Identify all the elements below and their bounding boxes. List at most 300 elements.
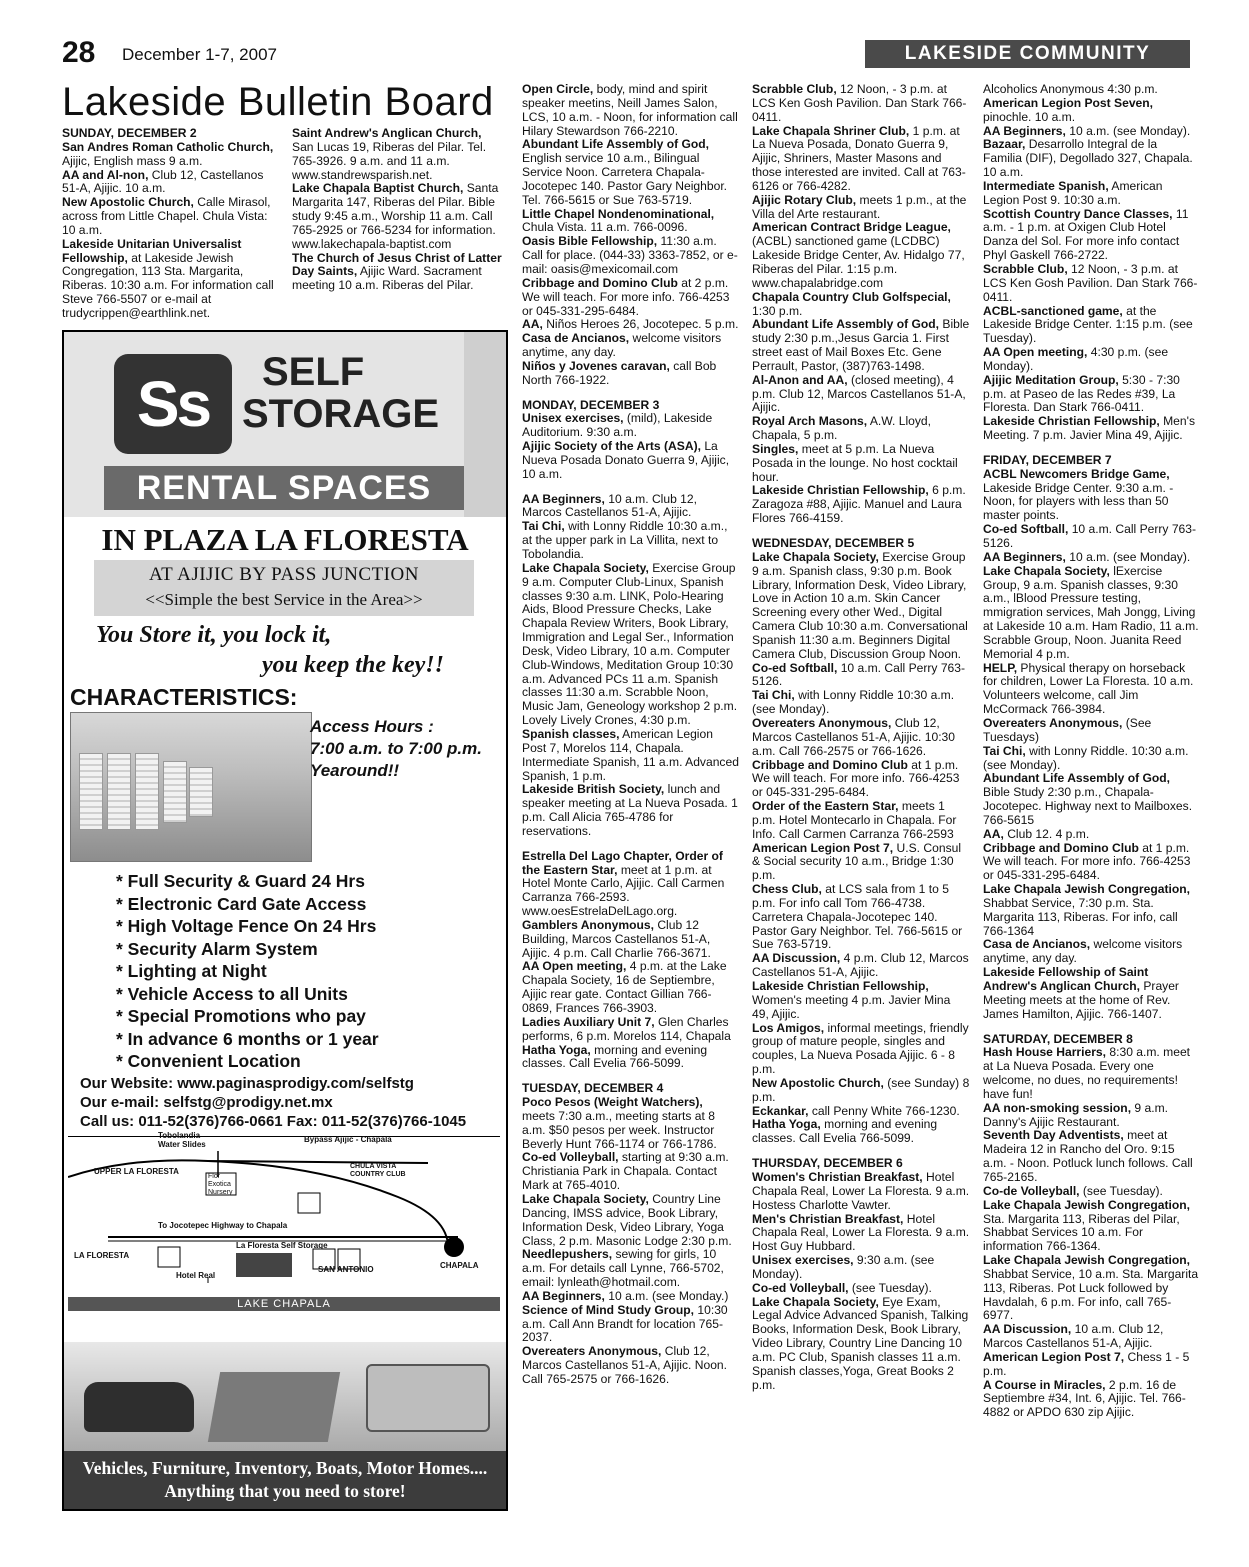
listing [522, 493, 739, 521]
listing [752, 194, 970, 222]
listing [752, 980, 970, 1022]
listing [983, 1129, 1199, 1184]
listing-details: body, mind and spirit speaker meetins, Neill James Salon, LCS, 10 a.m. - Noon, for information call Hilary Stewardson 766-2210. [522, 83, 738, 138]
listing-name: Lake Chapala Society, [983, 563, 1110, 578]
listing-details: 4 p.m. at the Lake Chapala Society, 16 de Septiembre, Ajijic rear gate. Contact Gillian 766-0869, Frances 766-3903. [522, 959, 727, 1015]
listing-details: English service 10 a.m., Bilingual Service Noon. Carretera Chapala-Jocotepec 140. Pastor Gary Neighbor. Tel. 766-5615 or Sue 763-5719. [522, 151, 728, 207]
listing [983, 125, 1199, 139]
listing [983, 883, 1199, 938]
listing-name: Bazaar, [983, 137, 1026, 152]
listing [62, 238, 284, 321]
listing-details: 8:30 a.m. meet at La Nueva Posada. Every one welcome, no dues, no requirements! have fun! [983, 1045, 1191, 1101]
listing [983, 1185, 1199, 1199]
listing-details: 1:30 p.m. [752, 303, 803, 318]
listing [983, 523, 1199, 551]
listing-name: Ajijic Society of the Arts (ASA), [522, 439, 701, 454]
listing [62, 196, 284, 238]
listing [752, 1077, 970, 1105]
ad-phone: Call us: 011-52(376)766-0661 Fax: 011-52(376)766-1045 [80, 1113, 467, 1130]
listing-name: Lake Chapala Baptist Church, [292, 181, 464, 196]
listing-details: meets 1 p.m. Hotel Montecarlo in Chapala. For Info. Call Carmen Carranza 766-2593 [752, 799, 957, 841]
listing-details: Country Line Dancing, IMSS advice, Book Library, Information Desk, Video Library, Yoga Class, 2 p.m. Masonic Lodge 2:30 p.m. [522, 1191, 732, 1248]
day-heading: THURSDAY, DECEMBER 6 [752, 1156, 903, 1171]
listing-name: San Andres Roman Catholic Church, [62, 139, 274, 154]
listing-details: (see Tuesday). [1079, 1183, 1163, 1198]
listing [522, 235, 739, 277]
map-chula-vista: CHULA VISTA COUNTRY CLUB [350, 1163, 406, 1178]
ad-location-bar [94, 560, 474, 616]
listing-name: Ajijic Meditation Group, [983, 372, 1119, 387]
map-san-antonio: SAN ANTONIO [318, 1265, 374, 1274]
listing-name: Abundant Life Assembly of God, [983, 771, 1171, 786]
listing-name: AA Beginners, [522, 491, 605, 506]
page-header [62, 36, 1200, 70]
self-storage-ad [62, 330, 508, 1511]
listing-details: 6 p.m. Zaragoza #88, Ajijic. Manuel and Laura Flores 766-4159. [752, 483, 966, 526]
listing-details: at the Lakeside Bridge Center. 1:15 p.m. (see Tuesday). [983, 303, 1193, 346]
listing-name: Lakeside Fellowship of Saint Andrew's Anglican Church, [983, 965, 1149, 993]
listing-name: Women's Christian Breakfast, [752, 1169, 923, 1184]
listing [522, 960, 739, 1015]
listing-name: Scottish Country Dance Classes, [983, 206, 1173, 221]
feature-item: * Security Alarm System [116, 938, 318, 959]
ad-plaza: IN PLAZA LA FLORESTA [101, 522, 469, 557]
listing-details: Shabbat Service, 7:30 p.m. Sta. Margarita 113, Riberas. For info, call 766-1364 [983, 895, 1178, 938]
ad-features [116, 870, 379, 1073]
listing-name: HELP, [983, 660, 1018, 675]
listing-details: at 2 p.m. We will teach. For more info. 766-4253 or 045-331-295-6484. [522, 275, 730, 318]
listing-details: Ajijic Ward. Sacrament meeting 10 a.m. Riberas del Pilar. [292, 264, 482, 293]
listing-name: AA Discussion, [752, 951, 841, 966]
listing-name: Gamblers Anonymous, [522, 917, 654, 932]
listing [983, 138, 1199, 180]
feature-item: * Vehicle Access to all Units [116, 983, 348, 1004]
listing-details: 10 a.m. Call Perry 763-5126. [752, 660, 966, 689]
boat-image [208, 1372, 340, 1442]
listing-name: Needlepushers, [522, 1247, 613, 1262]
listing-details: Alcoholics Anonymous 4:30 p.m. [983, 83, 1158, 96]
listing [983, 745, 1199, 773]
listing-details: at LCS sala from 1 to 5 p.m. For info call Tom 766-4738. Carretera Chapala-Jocotepec 140. Pastor Gary Neighbor. Tel. 766-5615 or Sue 763-5719. [752, 882, 963, 952]
listing-name: AA, [983, 826, 1004, 841]
listing-details: (ACBL) sanctioned game (LCDBC) Lakeside Bridge Center, Av. Hidalgo 77, Riberas del Pilar. 1:15 p.m. www.chapalabridge.com [752, 234, 965, 290]
listing [983, 772, 1199, 827]
vehicles-illustration [64, 1342, 506, 1452]
listing-name: Overeaters Anonymous, [752, 715, 892, 730]
listing-name: The Church of Jesus Christ of Latter Day Saints, [292, 250, 502, 279]
listing [752, 1296, 970, 1393]
listing-details: Sta. Margarita 113, Riberas del Pilar, Shabbat Services 10 a.m. For information 766-1364. [983, 1211, 1180, 1254]
listing-details: meets 7:30 a.m., meeting starts at 8 a.m. $50 pesos per week. Instructor Beverly Hunt 766-1174 or 766-1786. [522, 1108, 717, 1151]
page-title: Lakeside Bulletin Board [62, 80, 494, 124]
listing [752, 1118, 970, 1146]
listing [522, 277, 739, 319]
listing-details: A.W. Lloyd, Chapala, 5 p.m. [752, 414, 932, 443]
listing [522, 1096, 739, 1151]
listing [522, 208, 739, 236]
listing-name: AA Discussion, [983, 1322, 1072, 1337]
listing [752, 1282, 970, 1296]
listing [983, 305, 1199, 347]
listing-name: Eckankar, [752, 1103, 809, 1118]
listing [983, 180, 1199, 208]
map-bypass: Bypass Ajijic - Chapala [304, 1135, 392, 1144]
listing-name: Little Chapel Nondenominational, [522, 206, 715, 221]
listing [522, 919, 739, 961]
listing [752, 1105, 970, 1119]
listing-details: meets 1 p.m., at the Villa del Arte restaurant. [752, 192, 967, 221]
listing [522, 783, 739, 838]
listing [983, 1254, 1199, 1323]
listing-details: pinochle. 10 a.m. [983, 109, 1076, 124]
map-chapala: CHAPALA [440, 1261, 479, 1270]
column-1 [62, 127, 284, 325]
listing [983, 346, 1199, 374]
ad-store-line-1: You Store it, you lock it, [96, 622, 332, 648]
column-4 [752, 83, 970, 1523]
listing-details: lExercise Group, 9 a.m. Spanish classes, 9:30 a.m., lBlood Pressure testing, mmigration services, Mah Jongg, Living at Lakeside 10 a.m. Ham Radio, 11 a.m. Scrabble Group, Noon. Juanita Reed Memorial 4 p.m. [983, 563, 1199, 661]
listing-name: Cribbage and Domino Club [752, 757, 908, 772]
listing-name: AA non-smoking session, [983, 1100, 1132, 1115]
listing-details: meet at Madeira 12 in Rancho del Oro. 9:15 a.m. - Noon. Potluck lunch follows. Call 765-2165. [983, 1128, 1193, 1184]
listing-details: 11:30 a.m. Call for place. (044-33) 3363-7852, or e-mail: oasis@mexicomail.com [522, 234, 738, 276]
listing [522, 520, 739, 562]
listing-details: 10 a.m. (see Monday). [1065, 549, 1191, 564]
listing-name: AA Beginners, [983, 549, 1066, 564]
listing [752, 952, 970, 980]
listing-name: Lakeside Christian Fellowship, [752, 483, 929, 498]
listing [522, 138, 739, 207]
listing-details: Hotel Chapala Real, Lower La Floresta. 9 a.m. Host Guy Hubbard. [752, 1211, 970, 1254]
listing-name: AA Open meeting, [522, 959, 627, 974]
listing-details: 4 p.m. Club 12, Marcos Castellanos 51-A, Ajijic. [752, 951, 969, 980]
listing [983, 97, 1199, 125]
listing-details: Men's Meeting. 7 p.m. Javier Mina 49, Ajijic. [983, 414, 1195, 443]
listing-name: Co-ed Softball, [983, 522, 1069, 537]
day-heading: TUESDAY, DECEMBER 4 [522, 1081, 664, 1096]
listing-name: American Legion Post 7, [983, 1349, 1125, 1364]
listing [522, 360, 739, 388]
listing-details: lunch and speaker meeting at La Nueva Posada. 1 p.m. Call Alicia 765-4786 for reservations. [522, 782, 738, 838]
listing-name: Co-ed Softball, [752, 660, 838, 675]
day-heading: SATURDAY, DECEMBER 8 [983, 1031, 1133, 1046]
listing-name: Oasis Bible Fellowship, [522, 234, 658, 249]
listing [522, 1290, 739, 1304]
listing [752, 883, 970, 952]
listing [522, 332, 739, 360]
listing [983, 938, 1199, 966]
listing [983, 468, 1199, 523]
listing [752, 1022, 970, 1077]
listing [522, 1304, 739, 1346]
listing [522, 562, 739, 728]
listing-name: Niños y Jovenes caravan, [522, 358, 670, 373]
listing [522, 412, 739, 440]
listing [62, 169, 284, 197]
feature-item: * Electronic Card Gate Access [116, 893, 367, 914]
ad-contact [80, 1074, 466, 1131]
listing-details: (closed meeting), 4 p.m. Club 12, Marcos Castellanos 51-A, Ajijic. [752, 372, 966, 415]
map-graphic [68, 1137, 500, 1323]
listing [983, 1323, 1199, 1351]
listing-details: with Lonny Riddle. 10:30 a.m. (see Monday). [983, 743, 1189, 772]
listing-name: Unisex exercises, [522, 411, 624, 426]
listing-name: Cribbage and Domino Club [983, 840, 1139, 855]
ad-storage: STORAGE [242, 392, 440, 436]
listing [752, 1254, 970, 1282]
motorhome-image [366, 1364, 490, 1432]
listing-details: Exercise Group 9 a.m. Computer Club-Linux, Spanish classes 9:30 a.m. LINK, Polo-Hearing Aids, Blood Pressure Checks, Lake Chapala Review Writers, Book Library, Immigration and Legal Ser., Information Desk, Video Library, 10 a.m. Computer Club-Windows, Meditation Group 10:30 a.m. Advanced PCs 11 a.m. Spanish classes 11:30 a.m. Scrabble Noon, Music Jam, Geneology workshop 2 p.m. Lovely Lively Crones, 4:30 p.m. [522, 560, 738, 728]
listing-details: starting at 9:30 a.m. Christiania Park in Chapala. Contact Mark at 765-4010. [522, 1150, 729, 1193]
map-nursery: Flor Exotica Nursery [208, 1173, 233, 1196]
listing [752, 689, 970, 717]
listing-name: Lakeside British Society, [522, 782, 665, 797]
listing [522, 1151, 739, 1193]
listing [752, 415, 970, 443]
listing-name: Los Amigos, [752, 1020, 825, 1035]
listing-details: at Lakeside Jewish Congregation, 113 Sta. Margarita, Riberas. 10:30 a.m. For information call Steve 766-5507 or e-mail at trudycrippen@earthlink.net. [62, 250, 274, 320]
listing [752, 1213, 970, 1255]
listing-name: Lake Chapala Society, [752, 1294, 879, 1309]
listing-name: Poco Pesos (Weight Watchers), [522, 1095, 703, 1110]
listing-name: Lakeside Christian Fellowship, [983, 414, 1160, 429]
listing-name: AA, [522, 317, 543, 332]
day-heading: SUNDAY, DECEMBER 2 [62, 127, 197, 140]
listing-details: 2 p.m. 16 de Septiembre #34, Int. 6, Ajijic. Tel. 766-4882 or APDO 630 zip Ajijic. [983, 1377, 1186, 1420]
ad-self: SELF [262, 350, 365, 394]
listing-details: 10 a.m. Call Perry 763-5126. [983, 522, 1197, 550]
storage-units-photo [70, 712, 312, 862]
listing-name: Hash House Harriers, [983, 1045, 1107, 1060]
listing-details: Club 12, Castellanos 51-A, Ajijic. 10 a.m. [62, 167, 264, 196]
listing [752, 551, 970, 662]
listing-details: (see Sunday) 8 p.m. [752, 1075, 970, 1104]
listing [983, 1102, 1199, 1130]
listing [752, 83, 970, 125]
listing-name: Hatha Yoga, [752, 1117, 821, 1132]
listing-details: Shabbat Service, 10 a.m. Sta. Margarita 113, Riberas. Pot Luck followed by Havdalah, 6 p.m. For info, call 765-6977. [983, 1266, 1199, 1323]
listing [522, 318, 739, 332]
feature-item: * High Voltage Fence On 24 Hrs [116, 916, 377, 936]
day-heading: WEDNESDAY, DECEMBER 5 [752, 536, 915, 550]
listing-details: morning and evening classes. Call Evelia 766-5099. [522, 1042, 708, 1071]
listing [522, 1016, 739, 1044]
listing [983, 662, 1199, 717]
listing [983, 415, 1199, 443]
listing-details: 10 a.m. Club 12, Marcos Castellanos 51-A, Ajijic. [522, 491, 697, 520]
column-2 [292, 127, 504, 325]
listing-name: Overeaters Anonymous, [522, 1344, 662, 1359]
listing-name: ACBL Newcomers Bridge Game, [983, 466, 1170, 481]
listing [292, 182, 504, 251]
listing-name: Lake Chapala Shriner Club, [752, 123, 910, 138]
listing [752, 484, 970, 526]
listing-name: Intermediate Spanish, [983, 178, 1109, 193]
listing-details: Niños Heroes 26, Jocotepec. 5 p.m. [542, 317, 739, 332]
listing-name: Saint Andrew's Anglican Church, [292, 127, 482, 140]
listing-name: AA Beginners, [983, 123, 1066, 138]
listing [62, 141, 284, 169]
listing [522, 83, 739, 138]
listing-name: Al-Anon and AA, [752, 372, 848, 387]
listing-name: Cribbage and Domino Club [522, 275, 678, 290]
listing-name: Royal Arch Masons, [752, 414, 868, 429]
listing-name: Seventh Day Adventists, [983, 1128, 1124, 1143]
listing-details: welcome visitors anytime, any day. [983, 937, 1183, 966]
ad-store-line-2: you keep the key!! [262, 652, 444, 678]
map-self-storage: La Floresta Self Storage [236, 1241, 328, 1250]
listing-name: Unisex exercises, [752, 1253, 854, 1268]
listing [522, 440, 739, 482]
listing-details: 9:30 a.m. (see Monday). [752, 1253, 935, 1281]
listing-details: Hotel Chapala Real, Lower La Floresta. 9 a.m. Hostess Charlotte Vawter. [752, 1169, 970, 1212]
listing-details: Club 12, Marcos Castellanos 51-A, Ajijic. 10:30 a.m. Call 766-2575 or 766-1626. [752, 715, 956, 758]
listing-details: Exercise Group 9 a.m. Spanish class, 9:30 p.m. Book Library, Information Desk, Video Library, Love in Action 10 a.m. Skin Cancer Screening every other Wed., Digital Camera Club 10:30 a.m. Conversational Spanish 11:30 a.m. Beginners Digital Camera Club, Discussion Group Noon. [752, 549, 968, 661]
listing-name: Singles, [752, 441, 799, 456]
listing-name: ACBL-sanctioned game, [983, 303, 1123, 318]
listing-details: 12 Noon, - 3 p.m. at LCS Ken Gosh Pavilion. Dan Stark 766-0411. [983, 261, 1198, 304]
listing-name: Tai Chi, [752, 688, 795, 703]
listing-details: morning and evening classes. Call Evelia 766-5099. [752, 1117, 938, 1146]
listing-name: Casa de Ancianos, [522, 331, 630, 346]
listing-details: 10:30 a.m. Call Ann Brandt for location 765-2037. [522, 1302, 728, 1345]
listing [752, 759, 970, 801]
listing [983, 1046, 1199, 1101]
listing-details: Club 12 Building, Marcos Castellanos 51-A, Ajijic. 4 p.m. Call Charlie 766-3671. [522, 917, 711, 960]
listing-details: (see Tuesday). [848, 1280, 932, 1295]
listing-details: Calle Mirasol, across from Little Chapel. Chula Vista: 10 a.m. [62, 195, 271, 237]
listing [752, 1171, 970, 1213]
ad-slogan: <<Simple the best Service in the Area>> [145, 590, 423, 609]
listing [983, 565, 1199, 662]
listing-details: Club 12, Marcos Castellanos 51-A, Ajijic. Noon. Call 765-2575 or 766-1626. [522, 1344, 728, 1386]
listing-name: Open Circle, [522, 83, 594, 96]
location-map [68, 1131, 500, 1323]
listing-name: A Course in Miracles, [983, 1377, 1106, 1392]
listing-details: 1 p.m. at La Nueva Posada, Donato Guerra 9, Ajijic, Shriners, Master Masons and those interested are invited. Call at 763-6126 or 766-4282. [752, 123, 966, 193]
listing-name: AA and Al-non, [62, 167, 149, 182]
listing-details: 11 a.m. - 1 p.m. at Oxigen Club Hotel Danza del Sol. For more info contact Phyl Gaskell 766-2722. [983, 206, 1189, 263]
listing-name: American Legion Post 7, [752, 840, 894, 855]
feature-item: * Full Security & Guard 24 Hrs [116, 871, 365, 891]
listing-details: 5:30 - 7:30 p.m. at Paseo de las Redes #39, La Floresta. Dan Stark 766-0411. [983, 372, 1180, 415]
listing-details: sewing for girls, 10 a.m. For details call Lynne, 766-5702, email: lynleath@hotmail.com. [522, 1247, 724, 1290]
listing-name: Lake Chapala Jewish Congregation, [983, 882, 1190, 897]
listing-name: Lake Chapala Society, [522, 1191, 649, 1206]
listing [522, 1248, 739, 1290]
map-tobolandia: Tobolandia Water Slides [158, 1131, 206, 1149]
listing-name: Scrabble Club, [983, 261, 1068, 276]
listing-name: Chapala Country Club Golfspecial, [752, 289, 951, 304]
listing-details: 10 a.m. Club 12, Marcos Castellanos 51-A, Ajijic. [983, 1322, 1164, 1351]
listing-details: Bible Study 2:30 p.m., Chapala-Jocotepec. Highway next to Mailboxes. 766-5615 [983, 785, 1193, 827]
issue-date: December 1-7, 2007 [122, 45, 277, 64]
ad-website: Our Website: www.paginasprodigy.com/selfstg [80, 1075, 414, 1092]
column-3 [522, 83, 739, 1523]
listing-details: La Nueva Posada Donato Guerra 9, Ajijic, 10 a.m. [522, 439, 730, 481]
listing [983, 374, 1199, 416]
listing-name: Lakeside Unitarian Universalist Fellowship, [62, 236, 242, 265]
feature-item: * Special Promotions who pay [116, 1006, 366, 1026]
ad-email: Our e-mail: selfstg@prodigy.net.mx [80, 1094, 333, 1111]
listing-details: Bible study 2:30 p.m.,Jesus Garcia 1. First street east of Mail Boxes Etc. Gene Perrault, Pastor, (387)763-1498. [752, 317, 970, 373]
listing-name: Lake Chapala Society, [752, 549, 879, 564]
listing-name: Lakeside Christian Fellowship, [752, 979, 929, 993]
listing-name: Lake Chapala Jewish Congregation, [983, 1253, 1190, 1268]
day-heading: FRIDAY, DECEMBER 7 [983, 452, 1112, 467]
listing-details: 10 a.m. (see Monday). [1065, 123, 1191, 138]
listing-details: Desarrollo Integral de la Familia (DIF), Degollado 327, Chapala. 10 a.m. [983, 137, 1193, 180]
listing [752, 662, 970, 690]
listing-name: Hatha Yoga, [522, 1042, 591, 1057]
listing-details: welcome visitors anytime, any day. [522, 331, 722, 360]
listing [983, 842, 1199, 884]
listing-name: New Apostolic Church, [752, 1075, 884, 1090]
ad-characteristics: CHARACTERISTICS: [70, 684, 298, 710]
map-hotel-real: Hotel Real [176, 1271, 216, 1280]
listing [983, 828, 1199, 842]
listing-details: meet at 5 p.m. La Nueva Posada in the lounge. No host cocktail hour. [752, 441, 958, 484]
listing-name: Abundant Life Assembly of God, [752, 317, 940, 332]
listing-details: (See Tuesdays) [983, 715, 1152, 744]
listing [752, 443, 970, 485]
listing [522, 1193, 739, 1248]
listing-name: Men's Christian Breakfast, [752, 1211, 904, 1226]
listing [522, 850, 739, 919]
listing [752, 318, 970, 373]
map-highway: To Jocotepec Highway to Chapala [158, 1221, 288, 1230]
listing-details: with Lonny Riddle 10:30 a.m. (see Monday). [752, 688, 955, 717]
section-banner: LAKESIDE COMMUNITY [865, 40, 1190, 68]
listing-details: Women's meeting 4 p.m. Javier Mina 49, Ajijic. [752, 992, 951, 1021]
feature-item: * Convenient Location [116, 1051, 301, 1071]
listing-name: Tai Chi, [983, 743, 1026, 758]
listing-details: call Bob North 766-1922. [522, 358, 717, 387]
listing-name: American Contract Bridge League, [752, 220, 951, 235]
day-heading: MONDAY, DECEMBER 3 [522, 397, 660, 412]
listing-details: Glen Charles performs, 6 p.m. Morelos 114, Chapala [522, 1014, 731, 1043]
listing-name: Chess Club, [752, 882, 822, 897]
column-5 [983, 83, 1199, 1523]
listing-name: AA Open meeting, [983, 345, 1088, 360]
listing [983, 1379, 1199, 1421]
listing-details: Chess 1 - 5 p.m. [983, 1349, 1190, 1378]
listing [983, 1199, 1199, 1254]
listing [522, 1345, 739, 1387]
listing-name: American Legion Post Seven, [983, 95, 1154, 110]
map-upper-floresta: UPPER LA FLORESTA [94, 1167, 179, 1176]
listing-details: 12 Noon, - 3 p.m. at LCS Ken Gosh Pavilion. Dan Stark 766-0411. [752, 83, 967, 124]
listing [983, 263, 1199, 305]
listing-details: 9 a.m. Danny's Ajijic Restaurant. [983, 1100, 1169, 1129]
listing-name: Co-de Volleyball, [983, 1183, 1080, 1198]
ad-rental-spaces: RENTAL SPACES [104, 466, 464, 510]
listing-details: U.S. Consul & Social security 10 a.m., Bridge 1:30 p.m. [752, 840, 962, 883]
listing-details: Ajijic, English mass 9 a.m. [62, 153, 203, 168]
listing-name: Co-ed Volleyball, [752, 1280, 849, 1295]
listing-details: meet at 1 p.m. at Hotel Monte Carlo, Ajijic. Call Carmen Carranza 766-2593. www.oesEstrelaDelLago.org. [522, 862, 725, 919]
listing [752, 291, 970, 319]
feature-item: * In advance 6 months or 1 year [116, 1028, 379, 1049]
page-number: 28 [62, 36, 96, 69]
listing [752, 842, 970, 884]
listing [983, 1351, 1199, 1379]
listing-details: Physical therapy on horseback for children, Lower La Floresta. 10 a.m. Volunteers welcome, call Jim McCormack 766-3984. [983, 660, 1194, 717]
map-floresta: LA FLORESTA [74, 1251, 130, 1260]
listing-details: American Legion Post 9. 10:30 a.m. [983, 178, 1163, 207]
listing-name: Ajijic Rotary Club, [752, 192, 857, 207]
listing-details: San Lucas 19, Riberas del Pilar. Tel. 765-3926. 9 a.m. and 11 a.m. www.standrewsparish.net. [292, 139, 487, 182]
